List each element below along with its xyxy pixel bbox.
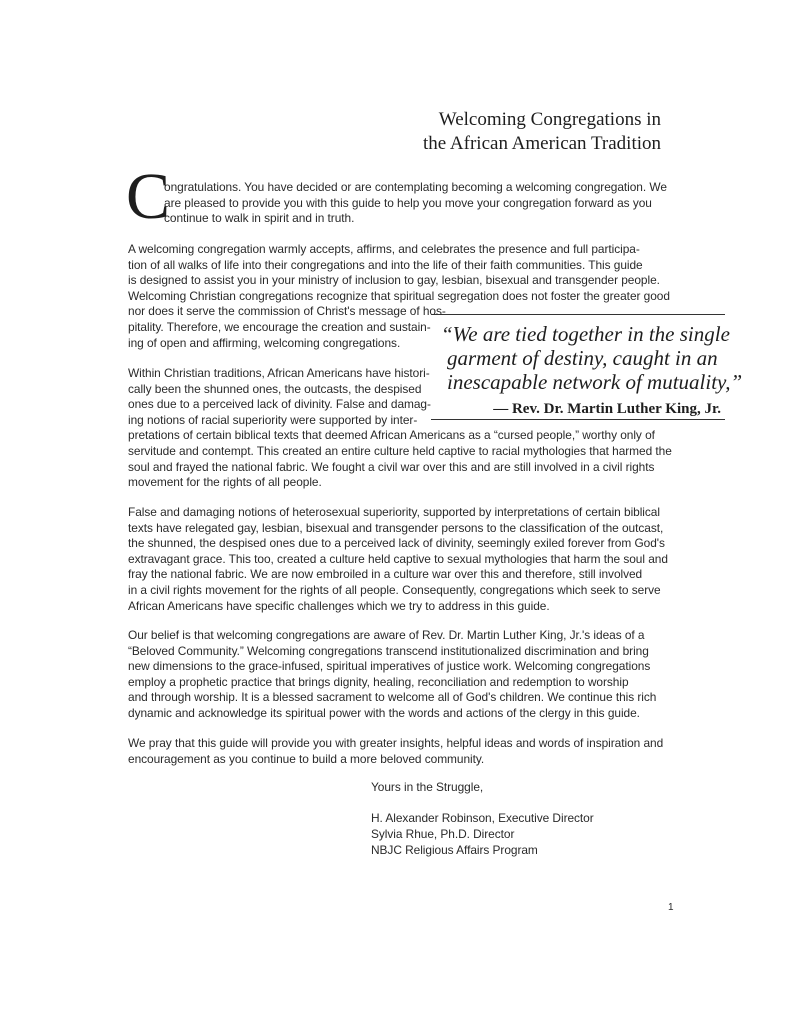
quote-line: inescapable network of mutuality,” bbox=[447, 370, 743, 394]
intro-line: ongratulations. You have decided or are contemplating becoming a welcoming congregation. We bbox=[164, 180, 667, 194]
body-line: texts have relegated gay, lesbian, bisexual and transgender persons to the classification of the outcast, bbox=[128, 520, 664, 535]
body-line: African Americans have specific challenges which we try to address in this guide. bbox=[128, 598, 550, 613]
body-line: Welcoming Christian congregations recognize that spiritual segregation does not foster the greater good bbox=[128, 288, 670, 303]
body-line: the shunned, the despised ones due to a perceived lack of divinity, seemingly exiled forever from God's bbox=[128, 536, 665, 551]
body-line: movement for the rights of all people. bbox=[128, 475, 322, 490]
body-line: ing notions of racial superiority were supported by inter- bbox=[128, 412, 418, 427]
body-line: is designed to assist you in your ministry of inclusion to gay, lesbian, bisexual and transgender people. bbox=[128, 273, 660, 288]
body-line: pretations of certain biblical texts that deemed African Americans as a “cursed people,” worthy only of bbox=[128, 428, 655, 443]
body-line: cally been the shunned ones, the outcasts, the despised bbox=[128, 381, 422, 396]
body-line: tion of all walks of life into their congregations and into the life of their faith communities. This guide bbox=[128, 257, 643, 272]
body-line: new dimensions to the grace-infused, spiritual imperatives of justice work. Welcoming congregations bbox=[128, 659, 651, 674]
quote-line: “We are tied together in the single bbox=[441, 322, 730, 346]
body-line: servitude and contempt. This created an entire culture held captive to racial mythologies that harmed the bbox=[128, 444, 672, 458]
body-line: fray the national fabric. We are now embroiled in a culture war over this and therefore, still involved bbox=[128, 567, 643, 582]
title-line-2: the African American Tradition bbox=[423, 133, 661, 154]
body-line: ones due to a perceived lack of divinity. False and damag- bbox=[128, 397, 431, 412]
title-line-1: Welcoming Congregations in bbox=[438, 109, 661, 130]
body-line: soul and frayed the national fabric. We fought a civil war over this and are still involved in a civil rights bbox=[128, 459, 655, 474]
quote-line: garment of destiny, caught in an bbox=[447, 346, 718, 370]
quote-attribution: — Rev. Dr. Martin Luther King, Jr. bbox=[493, 401, 721, 417]
body-line: extravagant grace. This too, created a culture held captive to sexual mythologies that harm the soul and bbox=[128, 551, 668, 566]
body-line: Our belief is that welcoming congregations are aware of Rev. Dr. Martin Luther King, Jr.'s ideas of a bbox=[128, 628, 645, 642]
body-line: employ a prophetic practice that brings dignity, healing, reconciliation and redemption to worship bbox=[128, 674, 629, 689]
intro-line: continue to walk in spirit and in truth. bbox=[164, 211, 355, 226]
body-line: Within Christian traditions, African Americans have histori- bbox=[128, 366, 430, 380]
body-line: “Beloved Community.” Welcoming congregations transcend institutionalized discrimination and bring bbox=[128, 643, 649, 658]
intro-line: are pleased to provide you with this guide to help you move your congregation forward as you bbox=[164, 195, 652, 210]
body-line: We pray that this guide will provide you with greater insights, helpful ideas and words of inspiration and bbox=[128, 736, 664, 750]
body-line: encouragement as you continue to build a more beloved community. bbox=[128, 751, 485, 766]
signatory: H. Alexander Robinson, Executive Director bbox=[371, 811, 594, 825]
page-number: 1 bbox=[668, 902, 674, 913]
body-line: False and damaging notions of heterosexual superiority, supported by interpretations of certain biblical bbox=[128, 505, 660, 519]
signatory: Sylvia Rhue, Ph.D. Director bbox=[371, 827, 515, 841]
drop-cap: C bbox=[126, 160, 171, 233]
body-line: A welcoming congregation warmly accepts, affirms, and celebrates the presence and full participa- bbox=[128, 242, 640, 256]
valediction: Yours in the Struggle, bbox=[371, 780, 484, 794]
body-line: nor does it serve the commission of Christ's message of hos- bbox=[128, 304, 446, 319]
quote-top-rule bbox=[431, 314, 725, 315]
quote-bottom-rule bbox=[431, 419, 725, 420]
body-line: and through worship. It is a blessed sacrament to welcome all of God's children. We continue this rich bbox=[128, 690, 657, 705]
body-line: pitality. Therefore, we encourage the creation and sustain- bbox=[128, 320, 431, 334]
page-title bbox=[423, 108, 661, 156]
body-line: in a civil rights movement for the rights of all people. Consequently, congregations which seek to serve bbox=[128, 583, 661, 597]
body-line: dynamic and acknowledge its spiritual power with the words and actions of the clergy in this guide. bbox=[128, 706, 640, 720]
body-line: ing of open and affirming, welcoming congregations. bbox=[128, 335, 401, 350]
signatory: NBJC Religious Affairs Program bbox=[371, 843, 538, 857]
